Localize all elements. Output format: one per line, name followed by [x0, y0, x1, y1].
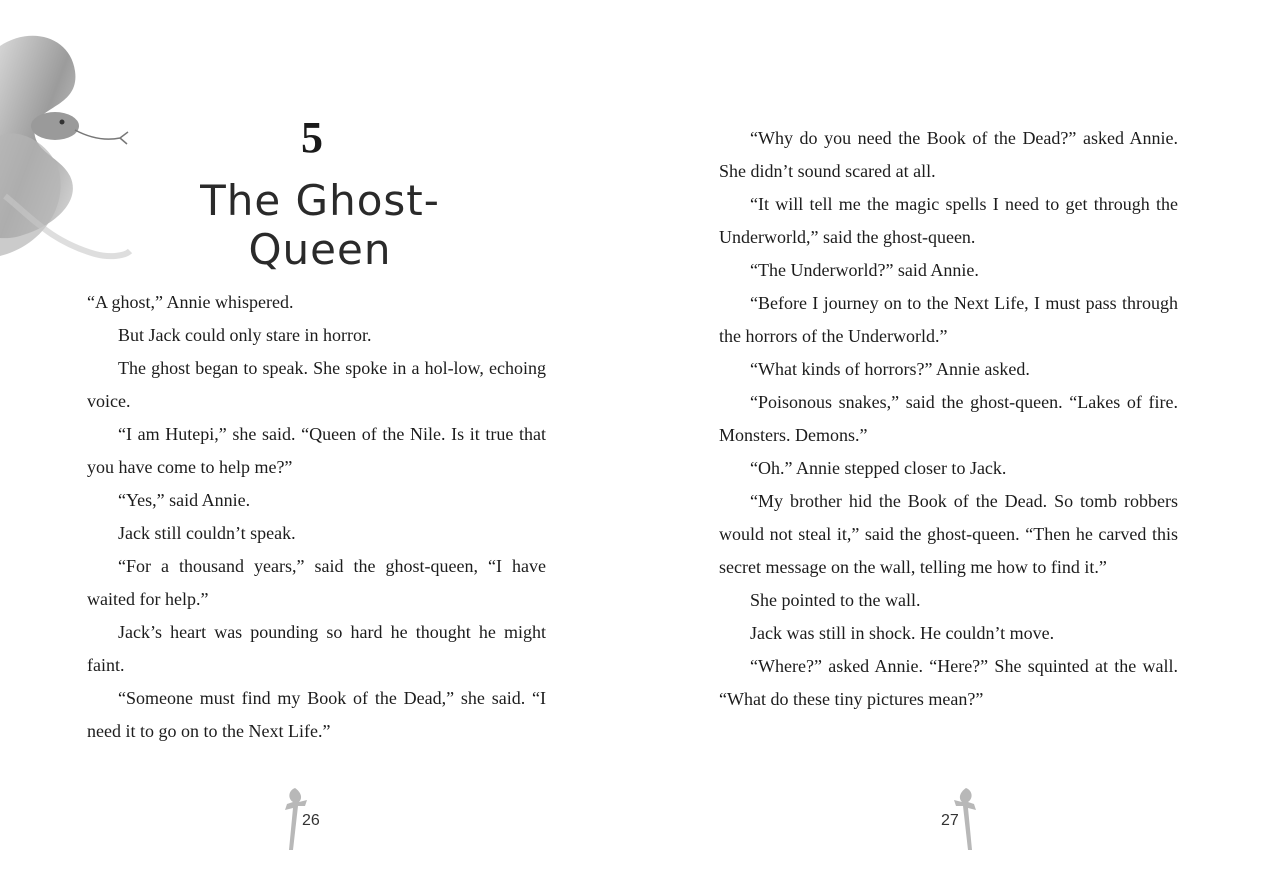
- paragraph: “Oh.” Annie stepped closer to Jack.: [750, 458, 1007, 478]
- right-page: [632, 0, 1264, 873]
- paragraph: “My brother hid the Book of the Dead. So tomb robbers would not steal it,” said the ghost-queen. “Then he carved this secret message on the wall, telling me how to find it.”: [719, 491, 1178, 577]
- right-page-text: [719, 122, 1178, 716]
- paragraph: Jack’s heart was pounding so hard he thought he might faint.: [87, 622, 546, 675]
- paragraph: Jack still couldn’t speak.: [118, 523, 296, 543]
- snake-illustration: [0, 26, 135, 266]
- paragraph: “Where?” asked Annie. “Here?” She squinted at the wall. “What do these tiny pictures mean?”: [719, 656, 1178, 709]
- page-number: 27: [941, 812, 959, 829]
- paragraph: “Why do you need the Book of the Dead?” asked Annie. She didn’t sound scared at all.: [719, 128, 1178, 181]
- paragraph: “It will tell me the magic spells I need to get through the Underworld,” said the ghost-queen.: [719, 194, 1178, 247]
- chapter-title: The Ghost-Queen: [200, 176, 440, 274]
- page-number: 26: [302, 812, 320, 829]
- paragraph: “The Underworld?” said Annie.: [750, 260, 979, 280]
- paragraph: The ghost began to speak. She spoke in a hol-low, echoing voice.: [87, 358, 546, 411]
- paragraph: “A ghost,” Annie whispered.: [87, 292, 294, 312]
- paragraph: “What kinds of horrors?” Annie asked.: [750, 359, 1030, 379]
- paragraph: “Someone must find my Book of the Dead,” she said. “I need it to go on to the Next Life.”: [87, 688, 546, 741]
- left-page-text: [87, 286, 546, 748]
- paragraph: “Poisonous snakes,” said the ghost-queen. “Lakes of fire. Monsters. Demons.”: [719, 392, 1178, 445]
- paragraph: “For a thousand years,” said the ghost-queen, “I have waited for help.”: [87, 556, 546, 609]
- paragraph: “Before I journey on to the Next Life, I must pass through the horrors of the Underworld.”: [719, 293, 1178, 346]
- paragraph: Jack was still in shock. He couldn’t move.: [750, 623, 1055, 643]
- paragraph: But Jack could only stare in horror.: [118, 325, 372, 345]
- chapter-number: 5: [301, 113, 323, 162]
- ankh-icon: [950, 786, 980, 852]
- paragraph: “Yes,” said Annie.: [118, 490, 251, 510]
- paragraph: She pointed to the wall.: [750, 590, 921, 610]
- paragraph: “I am Hutepi,” she said. “Queen of the Nile. Is it true that you have come to help me?”: [87, 424, 546, 477]
